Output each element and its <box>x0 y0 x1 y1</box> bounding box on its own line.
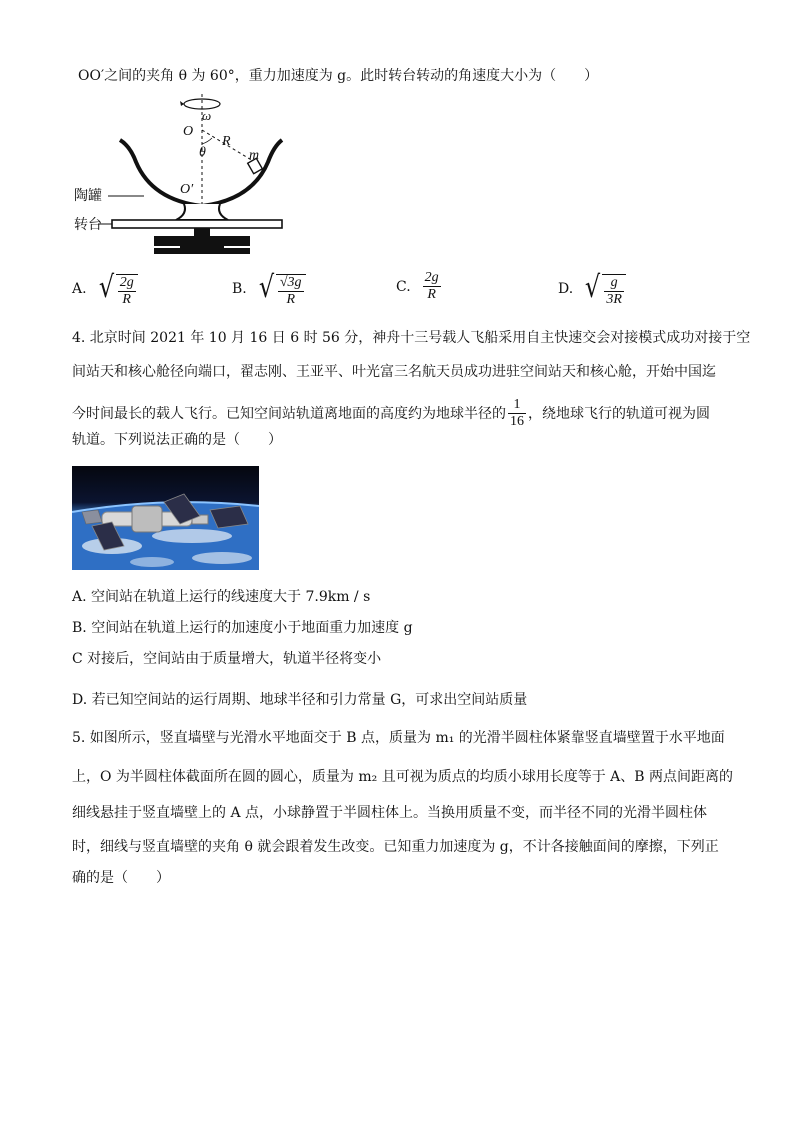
q4-option-c[interactable]: C 对接后，空间站由于质量增大，轨道半径将变小 <box>72 651 382 667</box>
q3-option-d[interactable]: D. √ $\frac{g}{3R}$ <box>558 270 626 308</box>
turntable-jar-figure <box>72 92 292 262</box>
sqrt-icon: √ $\frac{2g}{R}$ <box>97 270 138 308</box>
q3-option-c[interactable]: C. $\frac{2g}{R}$ <box>396 270 439 302</box>
q4-option-b[interactable]: B. 空间站在轨道上运行的加速度小于地面重力加速度 g <box>72 620 413 636</box>
q3-question-text: OO′之间的夹角 θ 为 60°，重力加速度为 g。此时转台转动的角速度大小为（ ） <box>78 68 599 84</box>
point-o-label: O <box>183 124 194 139</box>
mass-label: m <box>249 148 260 163</box>
q5-line-2: 上，O 为半圆柱体截面所在圆的圆心，质量为 m₂ 且可视为质点的均质小球用长度等于 A、B 两点间距离的 <box>72 769 734 785</box>
turntable-label: 转台 <box>74 217 102 233</box>
q5-line-3: 细线悬挂于竖直墙壁上的 A 点，小球静置于半圆柱体上。当换用质量不变，而半径不同的光滑半圆柱体 <box>72 805 708 821</box>
q4-line-2: 间站天和核心舱径向端口，翟志刚、王亚平、叶光富三名航天员成功进驻空间站天和核心舱，开始中国迄 <box>72 364 716 380</box>
theta-label: θ <box>199 145 206 160</box>
point-o-prime-label: O′ <box>180 182 194 197</box>
omega-label: ω <box>202 108 212 123</box>
sqrt-icon: √ $\frac{g}{3R}$ <box>583 270 626 308</box>
q4-option-a[interactable]: A. 空间站在轨道上运行的线速度大于 7.9km / s <box>72 589 371 605</box>
jar-label: 陶罐 <box>74 188 102 204</box>
q4-line-3: 今时间最长的载人飞行。已知空间站轨道离地面的高度约为地球半径的 $\frac{1}{16}$ ，绕地球飞行的轨道可视为圆 <box>72 397 710 429</box>
q5-line-4: 时，细线与竖直墙壁的夹角 θ 就会跟着发生改变。已知重力加速度为 g，不计各接触面间的摩擦，下列正 <box>72 839 719 855</box>
q4-option-d[interactable]: D. 若已知空间站的运行周期、地球半径和引力常量 G，可求出空间站质量 <box>72 692 528 708</box>
q3-option-b[interactable]: B. √ $\frac{√3g}{R}$ <box>232 270 306 308</box>
q4-line-4: 轨道。下列说法正确的是（ ） <box>72 432 282 448</box>
sqrt-icon: √ $\frac{√3g}{R}$ <box>257 270 306 308</box>
q4-line-1: 4. 北京时间 2021 年 10 月 16 日 6 时 56 分，神舟十三号载人飞船采用自主快速交会对接模式成功对接于空 <box>72 330 751 346</box>
q5-line-5: 确的是（ ） <box>72 870 170 886</box>
q3-option-a[interactable]: A. √ $\frac{2g}{R}$ <box>72 270 138 308</box>
space-station-image <box>72 466 259 570</box>
q5-line-1: 5. 如图所示，竖直墙壁与光滑水平地面交于 B 点，质量为 m₁ 的光滑半圆柱体紧靠竖直墙壁置于水平地面 <box>72 730 725 746</box>
radius-label: R <box>222 134 231 149</box>
rotation-arrow-icon <box>180 99 220 109</box>
height-fraction: $\frac{1}{16}$ <box>510 397 524 429</box>
